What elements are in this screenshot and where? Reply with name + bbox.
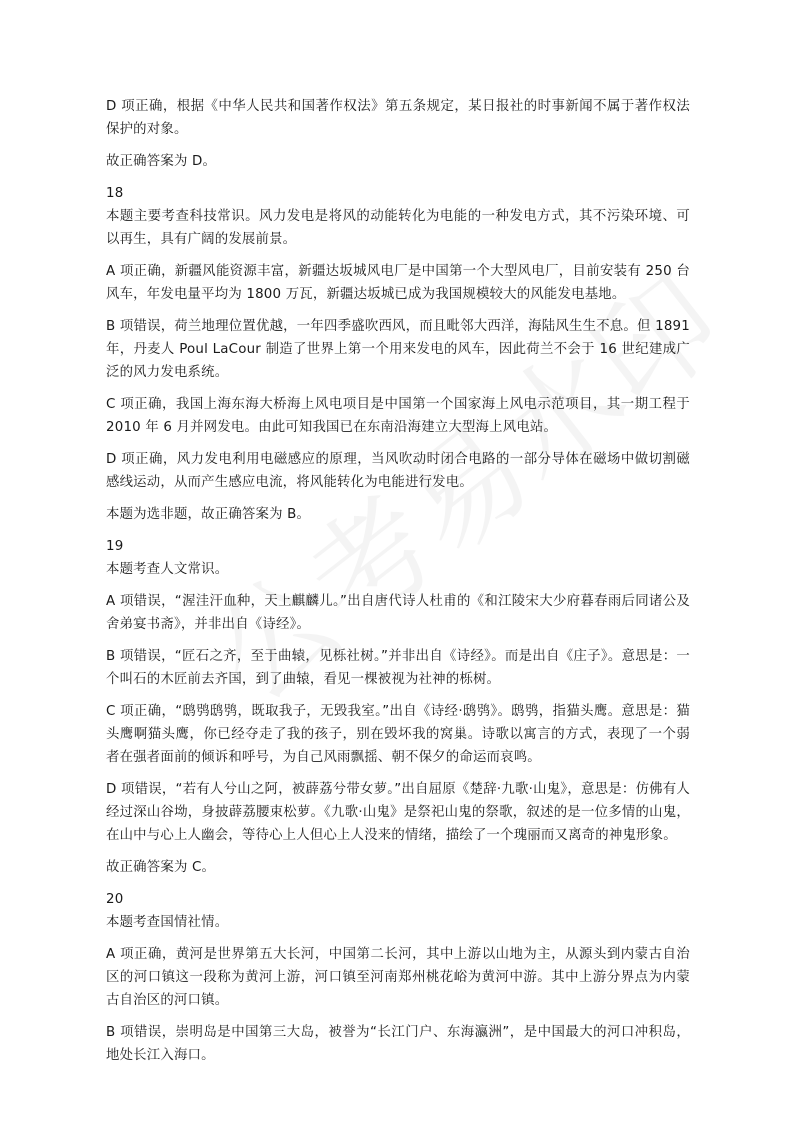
paragraph: 本题考查国情社情。 <box>106 915 229 930</box>
question-number: 19 <box>106 539 124 554</box>
answer-line: 故正确答案为 D。 <box>106 154 217 169</box>
paragraph: D 项正确，根据《中华人民共和国著作权法》第五条规定，某日报社的时事新闻不属于著作权法保护的对象。 <box>106 99 690 137</box>
paragraph: 本题考查人文常识。 <box>106 562 229 577</box>
question-number: 18 <box>106 186 124 201</box>
option-analysis: A 项正确，黄河是世界第五大长河，中国第二长河，其中上游以山地为主，从源头到内蒙古自治区的河口镇这一段称为黄河上游，河口镇至河南郑州桃花峪为黄河中游。其中上游分界点为内蒙古自治区的河口镇。 <box>106 947 690 1008</box>
option-analysis: B 项错误，“匠石之齐，至于曲辕，见栎社树。”并非出自《诗经》。而是出自《庄子》。意思是：一个叫石的木匠前去齐国，到了曲辕，看见一棵被视为社神的栎树。 <box>106 649 690 687</box>
option-analysis: B 项错误，荷兰地理位置优越，一年四季盛吹西风，而且毗邻大西洋，海陆风生生不息。但 1891 年，丹麦人 Poul LaCour 制造了世界上第一个用来发电的风车，因此荷兰不会于 16 世纪建成广泛的风力发电系统。 <box>106 319 690 380</box>
question-number: 20 <box>106 892 124 907</box>
answer-line: 本题为选非题，故正确答案为 B。 <box>106 507 311 522</box>
option-analysis: B 项错误，崇明岛是中国第三大岛，被誉为“长江门户、东海瀛洲”，是中国最大的河口冲积岛，地处长江入海口。 <box>106 1025 690 1063</box>
option-analysis: C 项正确，“鸱鸮鸱鸮，既取我子，无毁我室。”出自《诗经·鸱鸮》。鸱鸮，指猫头鹰。意思是：猫头鹰啊猫头鹰，你已经夺走了我的孩子，别在毁坏我的窝巢。诗歌以寓言的方式，表现了一个弱者在强者面前的倾诉和呼号，为自己风雨飘摇、朝不保夕的命运而哀鸣。 <box>106 704 690 765</box>
document-body <box>106 95 690 1076</box>
answer-line: 故正确答案为 C。 <box>106 860 216 875</box>
paragraph: 本题主要考查科技常识。风力发电是将风的动能转化为电能的一种发电方式，其不污染环境、可以再生，具有广阔的发展前景。 <box>106 209 690 247</box>
option-analysis: D 项错误，“若有人兮山之阿，被薜荔兮带女萝。”出自屈原《楚辞·九歌·山鬼》，意思是：仿佛有人经过深山谷坳，身披薜荔腰束松萝。《九歌·山鬼》是祭祀山鬼的祭歌，叙述的是一位多情的山鬼，在山中与心上人幽会，等待心上人但心上人没来的情绪，描绘了一个瑰丽而又离奇的神鬼形象。 <box>106 782 690 843</box>
option-analysis: A 项错误，“渥洼汗血种，天上麒麟儿。”出自唐代诗人杜甫的《和江陵宋大少府暮春雨后同诸公及舍弟宴书斋》，并非出自《诗经》。 <box>106 594 690 632</box>
option-analysis: D 项正确，风力发电利用电磁感应的原理，当风吹动时闭合电路的一部分导体在磁场中做切割磁感线运动，从而产生感应电流，将风能转化为电能进行发电。 <box>106 452 690 490</box>
option-analysis: C 项正确，我国上海东海大桥海上风电项目是中国第一个国家海上风电示范项目，其一期工程于 2010 年 6 月并网发电。由此可知我国已在东南沿海建立大型海上风电站。 <box>106 397 690 435</box>
option-analysis: A 项正确，新疆风能资源丰富，新疆达坂城风电厂是中国第一个大型风电厂，目前安装有 250 台风车，年发电量平均为 1800 万瓦，新疆达坂城已成为我国规模较大的风能发电基地。 <box>106 264 690 302</box>
